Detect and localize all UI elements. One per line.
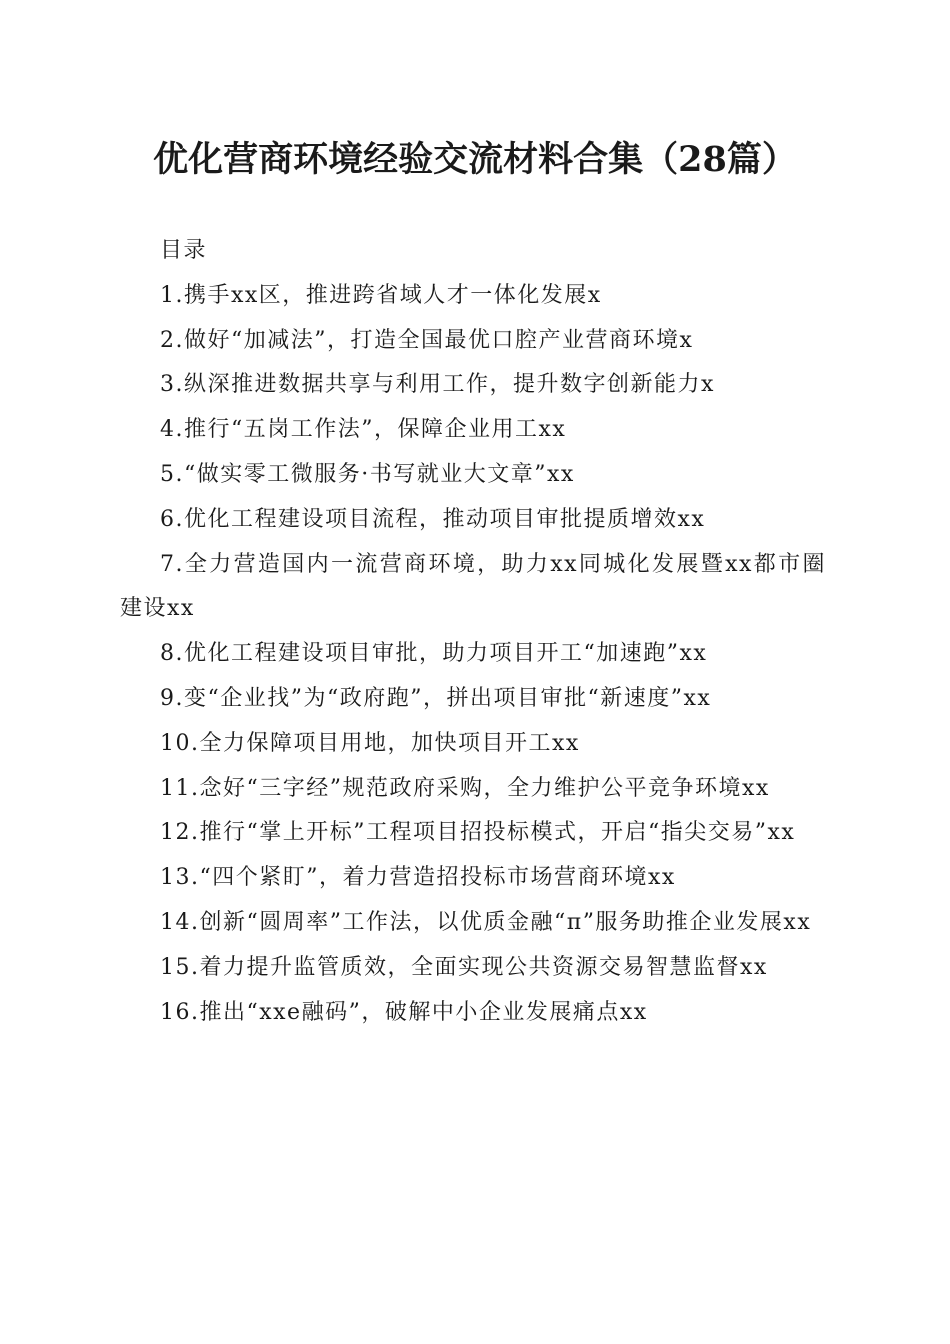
toc-item: 14.创新“圆周率”工作法，以优质金融“π”服务助推企业发展xx bbox=[160, 909, 812, 935]
table-of-contents bbox=[120, 229, 826, 1035]
toc-item: 1.携手xx区，推进跨省域人才一体化发展x bbox=[160, 282, 602, 308]
toc-item: 7.全力营造国内一流营商环境，助力xx同城化发展暨xx都市圈建设xx bbox=[120, 551, 826, 622]
toc-item: 5.“做实零工微服务·书写就业大文章”xx bbox=[160, 461, 575, 487]
toc-item: 2.做好“加减法”，打造全国最优口腔产业营商环境x bbox=[160, 327, 694, 353]
toc-item: 16.推出“xxe融码”，破解中小企业发展痛点xx bbox=[160, 999, 648, 1025]
toc-item: 12.推行“掌上开标”工程项目招投标模式，开启“指尖交易”xx bbox=[160, 820, 796, 846]
toc-item: 9.变“企业找”为“政府跑”，拼出项目审批“新速度”xx bbox=[160, 685, 712, 711]
toc-item: 6.优化工程建设项目流程，推动项目审批提质增效xx bbox=[160, 506, 706, 532]
toc-item: 13.“四个紧盯”，着力营造招投标市场营商环境xx bbox=[160, 865, 676, 891]
toc-item: 8.优化工程建设项目审批，助力项目开工“加速跑”xx bbox=[160, 641, 708, 667]
document-title: 优化营商环境经验交流材料合集（28篇） bbox=[153, 139, 797, 180]
toc-item: 3.纵深推进数据共享与利用工作，提升数字创新能力x bbox=[160, 372, 715, 398]
toc-item: 15.着力提升监管质效，全面实现公共资源交易智慧监督xx bbox=[160, 954, 768, 980]
toc-item: 11.念好“三字经”规范政府采购，全力维护公平竞争环境xx bbox=[160, 775, 770, 801]
toc-heading: 目录 bbox=[160, 238, 208, 263]
toc-list bbox=[120, 274, 826, 1036]
toc-item: 10.全力保障项目用地，加快项目开工xx bbox=[160, 730, 580, 756]
toc-item: 4.推行“五岗工作法”，保障企业用工xx bbox=[160, 417, 567, 443]
